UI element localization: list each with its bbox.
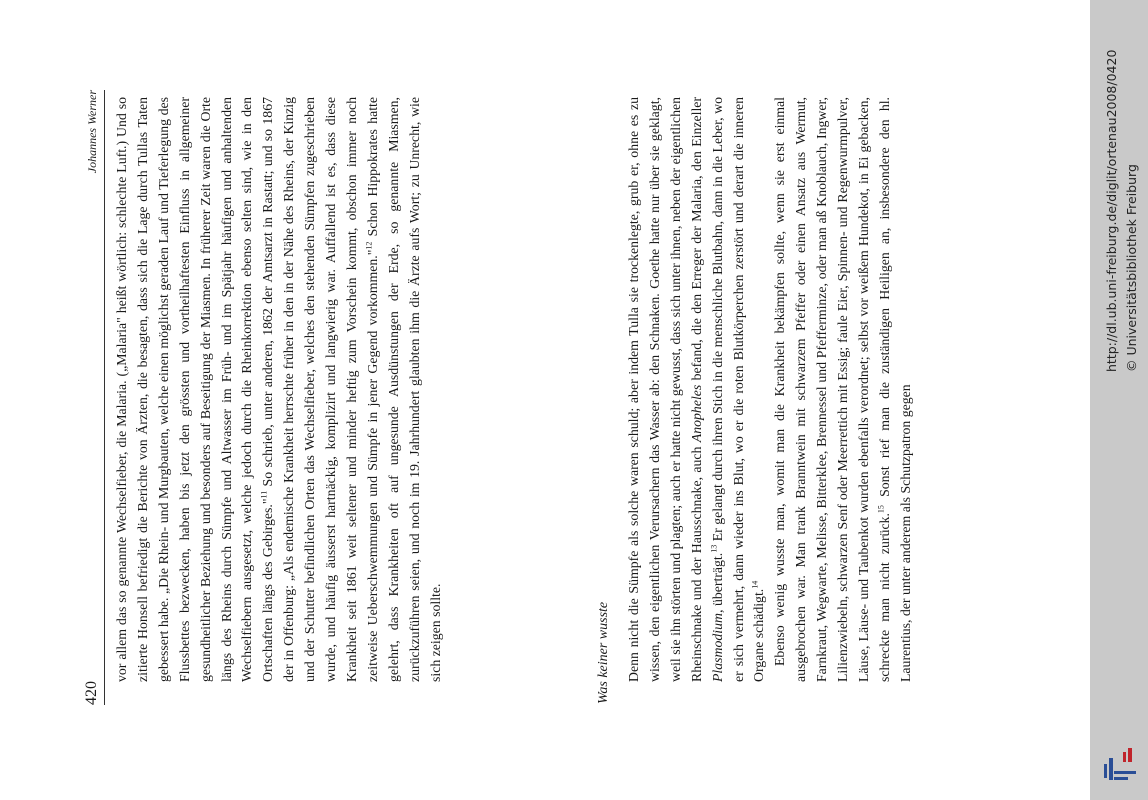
- paragraph-text: befand, die den Erreger der Malaria, den Einzeller: [688, 97, 704, 385]
- paragraph-text: So schrieb, unter anderen, 1862 der Amtsarzt in Rastatt; und so 1867 der in Offenburg: „Als endemische Krankheit herrschte früher in den in der Nähe des Rheins, der Kinzig und der Schutter befindlichen Orten das Wechselfieber, welches den stehenden Sümpfen zugeschrieben wurde, und häufig äusserst hartnäckig, komplizirt und langwierig war. Auffallend ist es, dass diese Krankheit seit 1861 weit seltener und minder heftig zum Vorschein kommt, obschon immer noch zeitweise Ueberschwemmungen und Sümpfe in jener Gegend vorkommen.": [260, 97, 380, 682]
- library-logo-icon: [1098, 744, 1142, 788]
- paragraph-text: überträgt.: [709, 552, 725, 610]
- italic-term-plasmodium: Plasmodium,: [709, 609, 725, 682]
- library-sidebar: [1090, 0, 1148, 800]
- paragraph-text: Ebenso wenig wusste man, womit man die Krankheit bekämpfen sollte, wenn sie erst einmal ausgebrochen war. Man trank Branntwein mit schwarzem Pfeffer oder einen Ansatz aus Wermut, Farnkraut, Wegwarte, Melisse, Bitterklee, Brennessel und Pfefferminze, oder man aß Knoblauch, Ingwer, Lilienzwiebeln, schwarzen Senf oder Meerrettich mit Essig; faule Eier, Spinnen- und Regenwurmpulver, Läuse, Läuse- und Taubenkot wurden ebenfalls verordnet; selbst vor weißem Hundekot, in Ei gebacken, schreckte man nicht zurück.: [772, 97, 892, 682]
- footnote-ref-13: 13: [709, 544, 719, 553]
- footnote-ref-15: 15: [876, 505, 886, 514]
- body-paragraph-2: [624, 97, 917, 682]
- section-heading: Was keiner wusste: [596, 601, 611, 704]
- source-url-link[interactable]: http://dl.ub.uni-freiburg.de/diglit/ortenau2008/0420: [1104, 49, 1119, 372]
- footnote-ref-11: 11: [259, 490, 269, 499]
- body-paragraph-1: [112, 97, 447, 682]
- page-number: 420: [83, 681, 100, 705]
- running-head: Johannes Werner: [85, 90, 99, 174]
- copyright-notice: © Universitätsbibliothek Freiburg: [1124, 164, 1139, 372]
- footnote-ref-14: 14: [750, 580, 760, 589]
- paragraph-text: Er gelangt durch ihren Stich in die menschliche Blutbahn, dann in die Leber, wo er sich vermehrt, dann wieder ins Blut, wo er die roten Blutkörperchen zerstört und derart die inneren Organe schädigt.: [709, 97, 767, 682]
- italic-term-anopheles: Anopheles: [688, 384, 704, 443]
- paragraph-text: vor allem das so genannte Wechselfieber, die Malaria. („Malaria" heißt wörtlich: schlechte Luft.) Und so zitierte Honsell befriedigt die Berichte von Ärzten, die besagten, dass sich die Lage durch Tullas Taten gebessert habe. „Die Rhein- und Murgbauten, welche einen möglichst geraden Lauf und Tieferlegung des Flussbettes bezwecken, haben bis jetzt den grössten und vortheilhaftesten Einfluss in allgemeiner gesundheitlicher Beziehung und besonders auf Beseitigung der Miasmen. In früherer Zeit waren die Orte längs des Rheins durch Sümpfe und Altwasser im Früh- und im Spätjahr häufigen und anhaltenden Wechselfiebern ausgesetzt, welche jedoch durch die Rheinkorrektion ebenso selten sind, wie in den Ortschaften längs des Gebirges.": [114, 97, 276, 682]
- page-header: [80, 90, 105, 705]
- footnote-ref-12: 12: [364, 241, 374, 250]
- sidebar-text: [1090, 0, 1148, 800]
- paragraph-text: Schon Hippokrates hatte gelehrt, dass Krankheiten oft auf ungesunde Ausdünstungen der Erde, so genannte Miasmen, zurückzuführen seien, und noch im 19. Jahrhundert glaubten ihm die Ärzte aufs Wort; zu Unrecht, wie sich zeigen sollte.: [364, 97, 443, 682]
- paragraph-text: Sonst rief man die zuständigen Heiligen an, insbesondere den hl. Laurentius, der unter anderem als Schutzpatron gegen: [876, 96, 913, 682]
- paragraph-text: Denn nicht die Sümpfe als solche waren schuld; aber indem Tulla sie trockenlegte, grub er, ohne es zu wissen, den eigentlichen Verursachern das Wasser ab: den Schnaken. Goethe hatte nur über sie geklagt, weil sie ihn störten und plagten; auch er hatte nicht gewusst, dass sich unter ihnen, neben der eigentlichen Rheinschnake und der Hausschnake, auch: [626, 97, 704, 682]
